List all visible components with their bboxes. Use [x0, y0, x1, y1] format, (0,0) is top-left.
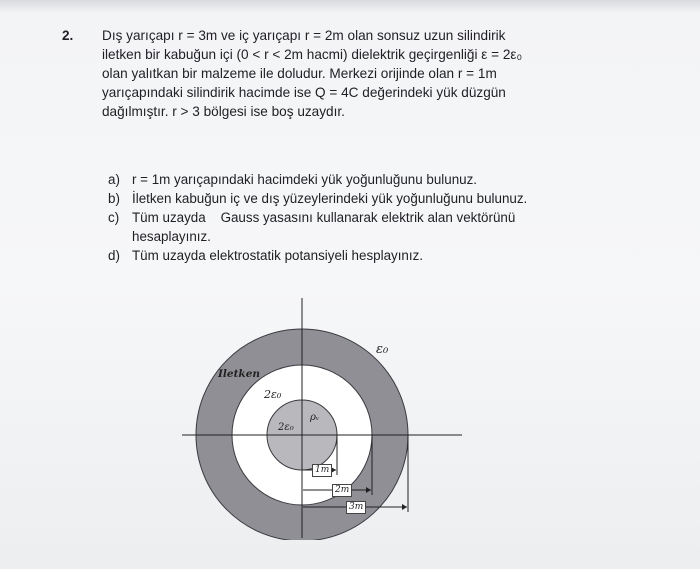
- subquestion-b: [108, 189, 668, 208]
- dielectric-label: 2ε₀: [264, 388, 282, 401]
- radius-3-label: 3m: [346, 501, 366, 514]
- cross-section-diagram: [160, 290, 480, 540]
- radius-1-label: 1m: [312, 464, 332, 477]
- subquestion-label: d): [108, 248, 120, 263]
- subquestion-d: [108, 246, 668, 265]
- problem-line: olan yalıtkan bir malzeme ile doludur. Merkezi orijinde olan r = 1m: [102, 66, 497, 81]
- subquestion-text: İletken kabuğun iç ve dış yüzeylerindeki yük yoğunluğunu bulunuz.: [132, 191, 528, 206]
- radius-2-label: 2m: [332, 484, 352, 497]
- problem-line: iletken bir kabuğun içi (0 < r < 2m hacmi) dielektrik geçirgenliği ε = 2ε₀: [102, 47, 523, 62]
- subquestion-text: hesaplayınız.: [132, 229, 211, 244]
- problem-line: yarıçapındaki silindirik hacimde ise Q = 4C değerindeki yük düzgün: [102, 85, 506, 100]
- subquestion-text: Tüm uzayda elektrostatik potansiyeli hesplayınız.: [132, 248, 424, 263]
- charge-density-label: ρᵥ: [310, 412, 320, 423]
- problem-number: 2.: [62, 28, 74, 43]
- subquestion-label: c): [108, 210, 120, 225]
- free-space-label: ε₀: [376, 342, 389, 357]
- problem-line: dağılmıştır. r > 3 bölgesi ise boş uzaydır.: [102, 104, 345, 119]
- subquestion-label: a): [108, 172, 120, 187]
- subquestion-c: [108, 208, 668, 227]
- subquestion-text: r = 1m yarıçapındaki hacimdeki yük yoğunluğunu bulunuz.: [132, 172, 478, 187]
- top-edge: [0, 0, 700, 12]
- subquestion-label: b): [108, 191, 120, 206]
- subquestion-list: [108, 170, 668, 265]
- core-permittivity-label: 2ε₀: [278, 422, 294, 433]
- conductor-label: Iletken: [218, 368, 261, 380]
- problem-statement: [62, 26, 662, 121]
- subquestion-a: [108, 170, 668, 189]
- problem-line: Dış yarıçapı r = 3m ve iç yarıçapı r = 2m olan sonsuz uzun silindirik: [102, 28, 506, 43]
- subquestion-text: Tüm uzayda Gauss yasasını kullanarak elektrik alan vektörünü: [132, 210, 516, 225]
- subquestion-c-continued: [108, 227, 668, 246]
- arrowhead: [402, 504, 407, 510]
- cylinder-cross-section-figure: [160, 290, 480, 540]
